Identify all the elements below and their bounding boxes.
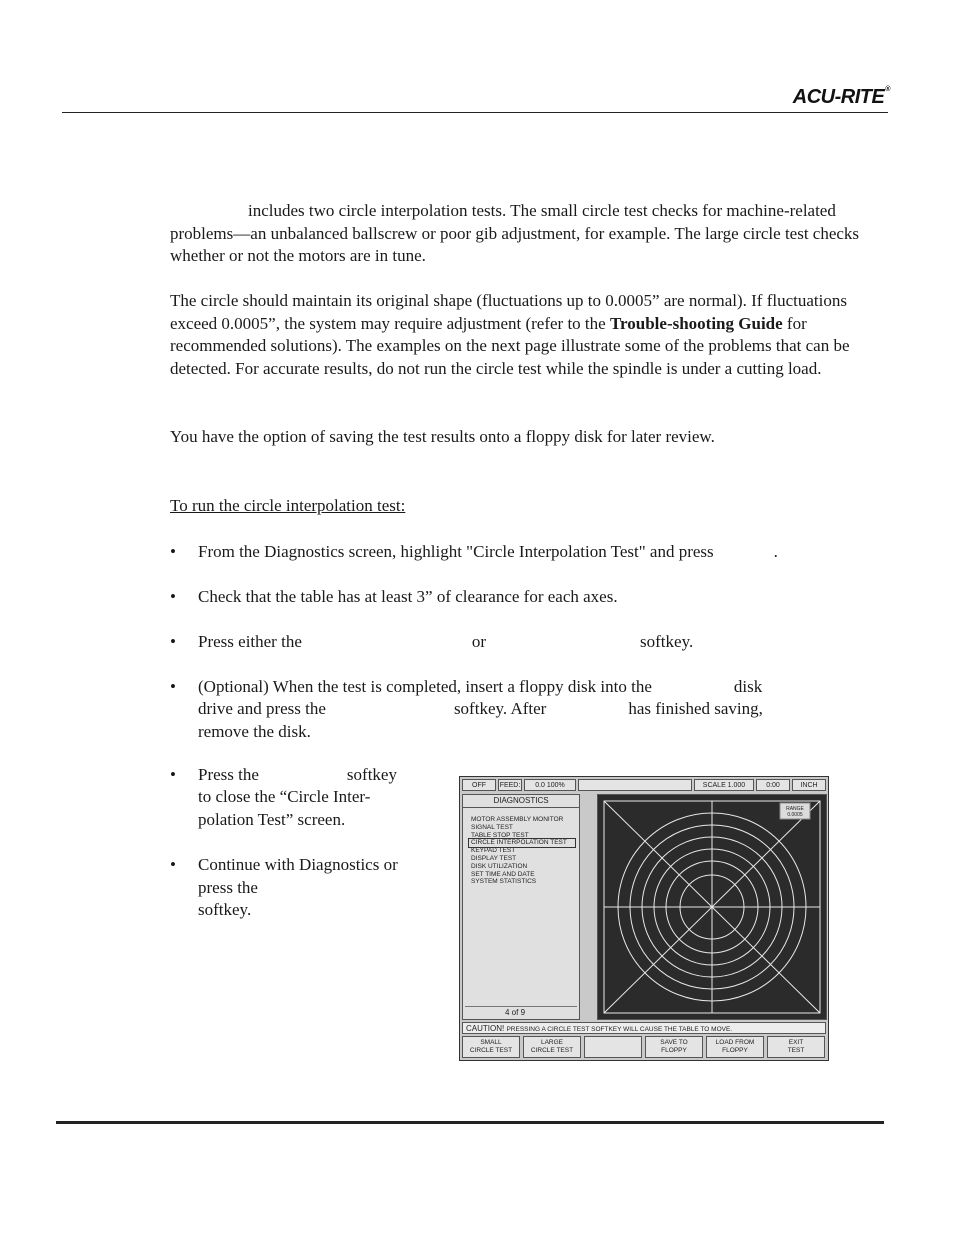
fluctuation-paragraph: The circle should maintain its original shape (fluctuations up to 0.0005” are normal). If fluctuations exceed 0.0005”, the system may require adjustment (refer to the Trouble-shooting Guide for recommended solutions). The examples on the next page illustrate some of the problems that can be detected. For accurate results, do not run the circle test while the spindle is under a cutting load. — [170, 291, 850, 378]
header-rule — [62, 112, 888, 113]
troubleshooting-guide-ref: Trouble-shooting Guide — [609, 313, 783, 333]
diagnostics-menu — [471, 816, 579, 886]
step-4-line-2: drive and press the softkey. After has finished saving, — [198, 699, 763, 718]
feed-label: FEED: — [498, 779, 522, 791]
time-readout: 0:00 — [756, 779, 790, 791]
diagnostics-menu-item[interactable]: DISK UTILIZATION — [471, 862, 528, 870]
step-6-line-1: Continue with Diagnostics or — [198, 855, 398, 874]
diagnostics-menu-item[interactable]: DISPLAY TEST — [471, 854, 517, 862]
softkey[interactable]: LARGE CIRCLE TEST — [523, 1036, 581, 1058]
step-4-line-3: remove the disk. — [198, 722, 311, 741]
feed-value: 0.0 100% — [524, 779, 576, 791]
diagnostics-menu-item[interactable]: KEYPAD TEST — [471, 847, 516, 855]
footer-rule — [56, 1121, 884, 1124]
diagnostics-menu-item[interactable]: SIGNAL TEST — [471, 823, 513, 831]
bullet: • — [170, 632, 176, 651]
step-6-line-2: press the — [198, 878, 258, 897]
softkey[interactable]: LOAD FROM FLOPPY — [706, 1036, 764, 1058]
step-5-line-1: Press the softkey — [198, 765, 397, 784]
softkey[interactable] — [584, 1036, 642, 1058]
diagnostics-menu-item[interactable]: SYSTEM STATISTICS — [471, 878, 537, 886]
diagnostics-menu-item[interactable]: SET TIME AND DATE — [471, 870, 535, 878]
units-readout: INCH — [792, 779, 826, 791]
intro-paragraph: includes two circle interpolation tests. The small circle test checks for machine-related problems—an unbalanced ballscrew or poor gib adjustment, for example. The large circle test checks whether or not the motors are in tune. — [170, 201, 860, 265]
brand-logo: ACU-RITE® — [792, 86, 890, 108]
softkey[interactable]: SAVE TO FLOPPY — [645, 1036, 703, 1058]
circle-test-screenshot — [459, 776, 829, 1061]
plot-badge-line-1: RANGE — [786, 806, 804, 812]
status-bar — [462, 779, 826, 792]
diagnostics-menu-item[interactable]: CIRCLE INTERPOLATION TEST — [469, 839, 575, 847]
plot-badge-line-2: 0.0005 — [787, 812, 803, 818]
status-blank — [578, 779, 692, 791]
bullet: • — [170, 855, 176, 874]
step-3: Press either the or softkey. — [198, 632, 694, 651]
softkey[interactable]: SMALL CIRCLE TEST — [462, 1036, 520, 1058]
softkey[interactable]: EXIT TEST — [767, 1036, 825, 1058]
diagnostics-menu-item[interactable]: MOTOR ASSEMBLY MONITOR — [471, 816, 564, 823]
softkey-row — [462, 1036, 826, 1058]
step-5-line-3: polation Test” screen. — [198, 810, 346, 829]
bullet: • — [170, 765, 176, 784]
diagnostics-panel — [462, 794, 580, 1020]
step-5-line-2: to close the “Circle Inter- — [198, 787, 371, 806]
procedure-heading: To run the circle interpolation test: — [170, 496, 406, 515]
panel-title: DIAGNOSTICS — [463, 795, 579, 808]
step-2: Check that the table has at least 3” of clearance for each axes. — [198, 587, 618, 606]
floppy-paragraph: You have the option of saving the test results onto a floppy disk for later review. — [170, 427, 715, 446]
page-indicator: 4 of 9 — [465, 1006, 577, 1017]
bullet: • — [170, 587, 176, 606]
circle-plot — [597, 794, 827, 1020]
step-1: From the Diagnostics screen, highlight "Circle Interpolation Test" and press . — [198, 542, 778, 561]
step-6-line-3: softkey. — [198, 900, 252, 919]
bullet: • — [170, 542, 176, 561]
step-4-line-1: (Optional) When the test is completed, insert a floppy disk into the disk — [198, 677, 763, 696]
mode-indicator: OFF — [462, 779, 496, 791]
circle-plot-graphic — [598, 795, 826, 1019]
caution-banner: CAUTION! PRESSING A CIRCLE TEST SOFTKEY WILL CAUSE THE TABLE TO MOVE. — [462, 1022, 826, 1034]
bullet: • — [170, 677, 176, 696]
scale-readout: SCALE 1.000 — [694, 779, 754, 791]
diagnostics-menu-item[interactable]: TABLE STOP TEST — [471, 831, 529, 839]
